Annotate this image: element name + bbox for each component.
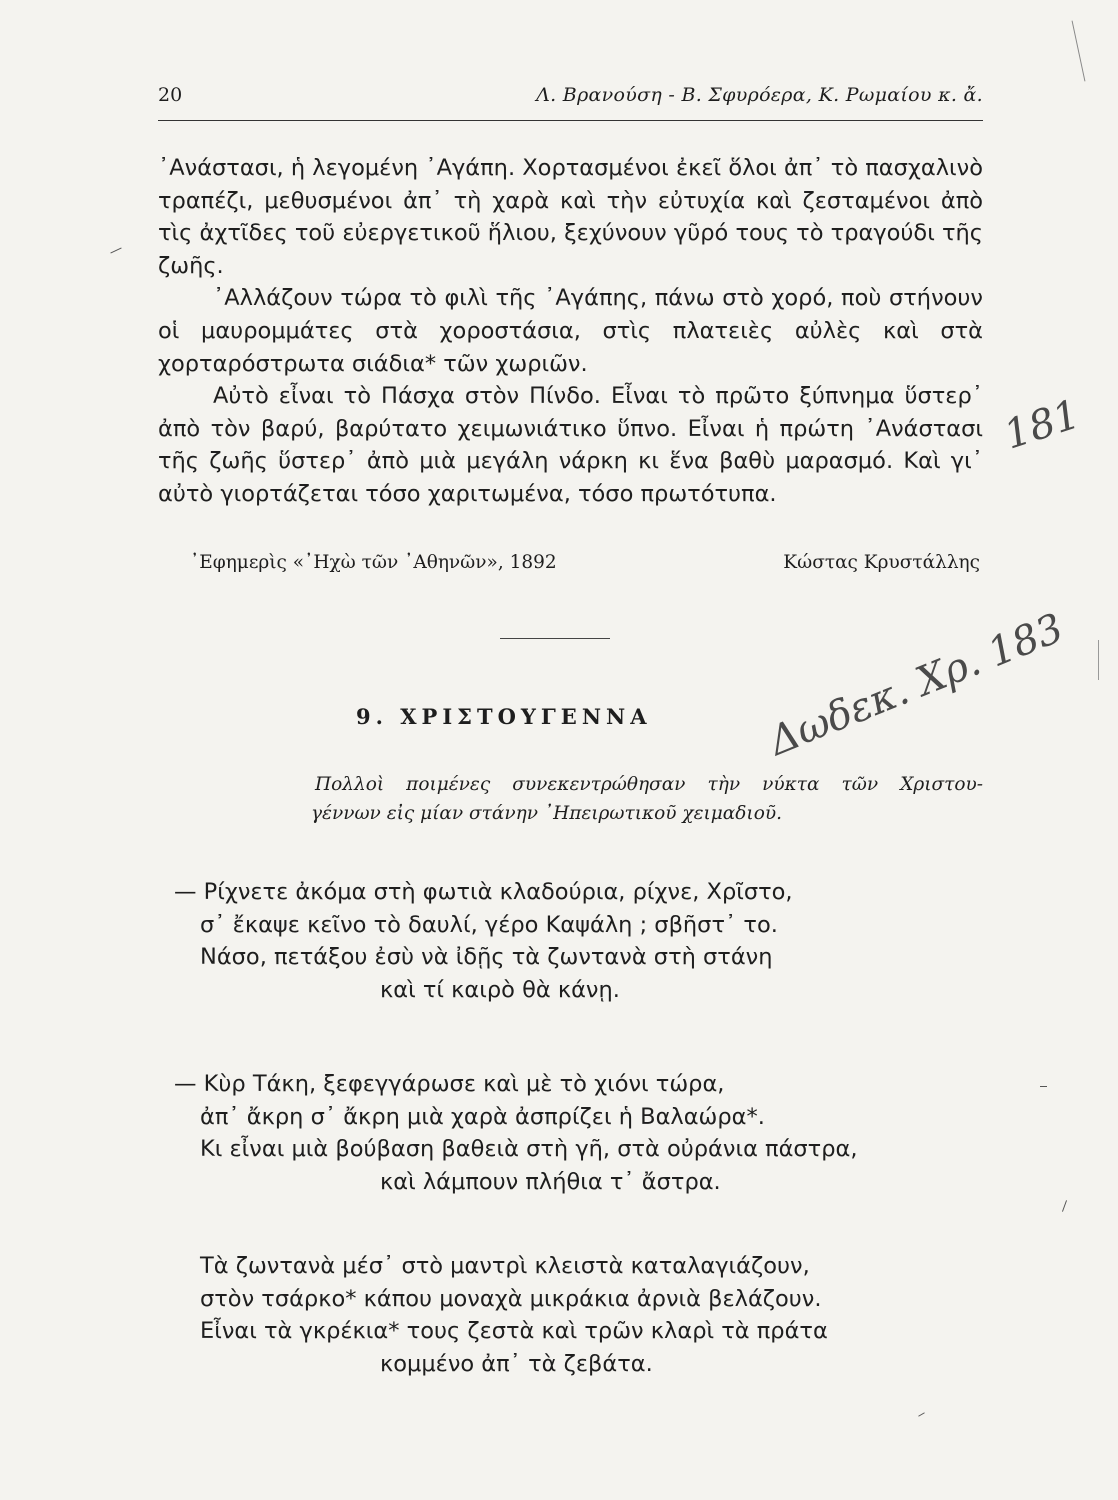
stray-mark xyxy=(1072,21,1086,82)
handwritten-margin-note: 181 xyxy=(998,391,1086,459)
verse-line: Τὰ ζωντανὰ μέσ᾿ στὸ μαντρὶ κλειστὰ καταλαγιάζουν, xyxy=(200,1253,810,1279)
stanza-3 xyxy=(200,1250,828,1380)
verse-line: σ᾿ ἔκαψε κεῖνο τὸ δαυλί, γέρο Καψάλη ; σβῆστ᾿ το. xyxy=(200,911,778,938)
prose-paragraph-2: ᾿Αλλάζουν τώρα τὸ φιλὶ τῆς ᾿Αγάπης, πάνω στὸ χορό, ποὺ στήνουν οἱ μαυρομμάτες στὰ χοροστάσια, στὶς πλατειὲς αὐλὲς καὶ στὰ χορταρόστρωτα σιάδια* τῶν χωριῶν. xyxy=(158,285,983,377)
source-line xyxy=(190,552,980,578)
section-divider xyxy=(500,638,610,639)
stanza-1 xyxy=(174,876,793,1006)
page-header xyxy=(158,84,983,116)
epigraph-line: Πολλοὶ ποιμένες συνεκεντρώθησαν τὴν νύκτα τῶν Χριστου- xyxy=(315,774,983,795)
handwritten-title-note: Δωδεκ. Χρ. 183 xyxy=(762,605,1070,765)
stray-mark xyxy=(1062,1200,1067,1212)
verse-line: ἀπ᾿ ἄκρη σ᾿ ἄκρη μιὰ χαρὰ ἀσπρίζει ἡ Βαλαώρα*. xyxy=(200,1103,765,1130)
header-rule xyxy=(158,120,983,121)
verse-line: στὸν τσάρκο* κάπου μοναχὰ μικράκια ἀρνιὰ βελάζουν. xyxy=(200,1285,822,1312)
verse-line: Κι εἶναι μιὰ βούβαση βαθειὰ στὴ γῆ, στὰ οὐράνια πάστρα, xyxy=(200,1136,858,1163)
epigraph-line: γέννων εἰς μίαν στάνην ᾿Ηπειρωτικοῦ χειμαδιοῦ. xyxy=(311,803,782,824)
prose-body xyxy=(158,152,983,511)
stray-mark xyxy=(1098,640,1099,680)
stray-mark xyxy=(110,248,121,254)
verse-line: — Ρίχνετε ἀκόμα στὴ φωτιὰ κλαδούρια, ρίχνε, Χρῖστο, xyxy=(174,879,793,905)
stanza-2 xyxy=(174,1068,858,1198)
section-epigraph xyxy=(311,770,983,828)
verse-line: καὶ τί καιρὸ θὰ κάνῃ. xyxy=(380,976,620,1003)
verse-line: Εἶναι τὰ γκρέκια* τους ζεστὰ καὶ τρῶν κλαρὶ τὰ πράτα xyxy=(200,1318,828,1345)
page-number: 20 xyxy=(158,84,183,106)
prose-paragraph-3: Αὐτὸ εἶναι τὸ Πάσχα στὸν Πίνδο. Εἶναι τὸ πρῶτο ξύπνημα ὕστερ᾿ ἀπὸ τὸν βαρύ, βαρύτατο χειμωνιάτικο ὕπνο. Εἶναι ἡ πρώτη ᾿Ανάστασι τῆς ζωῆς ὕστερ᾿ ἀπὸ μιὰ μεγάλη νάρκη κι ἕνα βαθὺ μαρασμό. Καὶ γι᾿ αὐτὸ γιορτάζεται τόσο χαριτωμένα, τόσο πρωτότυπα. xyxy=(158,383,983,507)
source-citation: ᾿Εφημερὶς «᾿Ηχὼ τῶν ᾿Αθηνῶν», 1892 xyxy=(190,552,557,573)
stray-mark xyxy=(918,1412,925,1416)
running-head: Λ. Βρανούση - Β. Σφυρόερα, Κ. Ρωμαίου κ. ἄ. xyxy=(536,84,983,106)
verse-line: κομμένο ἀπ᾿ τὰ ζεβάτα. xyxy=(380,1350,653,1377)
section-title: 9. ΧΡΙΣΤΟΥΓΕΝΝΑ xyxy=(356,704,652,729)
verse-line: Νάσο, πετάξου ἐσὺ νὰ ἰδῇς τὰ ζωντανὰ στὴ στάνη xyxy=(200,944,773,971)
verse-line: — Κὺρ Τάκη, ξεφεγγάρωσε καὶ μὲ τὸ χιόνι τώρα, xyxy=(174,1071,725,1097)
prose-paragraph-1: ᾿Ανάστασι, ἡ λεγομένη ᾿Αγάπη. Χορτασμένοι ἐκεῖ ὅλοι ἀπ᾿ τὸ πασχαλινὸ τραπέζι, μεθυσμένοι ἀπ᾿ τὴ χαρὰ καὶ τὴν εὐτυχία καὶ ζεσταμένοι ἀπὸ τὶς ἀχτῖδες τοῦ εὐεργετικοῦ ἥλιου, ξεχύνουν γῦρό τους τὸ τραγούδι τῆς ζωῆς. xyxy=(158,155,983,279)
verse-line: καὶ λάμπουν πλήθια τ᾿ ἄστρα. xyxy=(380,1168,721,1195)
stray-mark xyxy=(1040,1086,1047,1087)
source-author: Κώστας Κρυστάλλης xyxy=(783,552,980,573)
